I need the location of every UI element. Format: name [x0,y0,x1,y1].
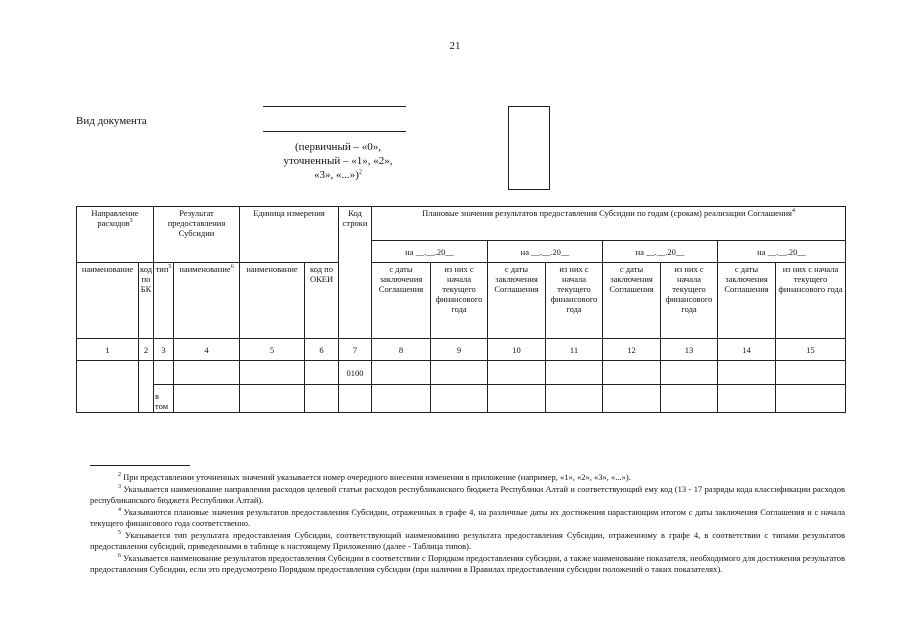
cell[interactable] [431,361,488,385]
col-num: 8 [372,339,431,361]
col-num: 12 [603,339,661,361]
doc-type-value-box[interactable] [508,106,550,190]
footnotes [90,472,845,576]
year-3[interactable]: на __.__.20__ [603,241,718,263]
cell[interactable] [488,361,546,385]
doc-type-hint-line1: (первичный – «0», [295,141,381,153]
cell[interactable] [372,361,431,385]
cell[interactable] [431,385,488,413]
cell[interactable] [661,361,718,385]
col-num: 9 [431,339,488,361]
cell[interactable] [305,385,339,413]
cell[interactable] [718,385,776,413]
doc-type-hint-line2: уточненный – «1», «2», [283,155,393,167]
col-num: 4 [174,339,240,361]
cell-incl: в том [154,385,174,413]
year-4[interactable]: на __.__.20__ [718,241,846,263]
column-numbers-row [77,339,846,361]
col-num: 10 [488,339,546,361]
col-num: 6 [305,339,339,361]
cell[interactable] [174,361,240,385]
col-num: 14 [718,339,776,361]
cell[interactable] [240,361,305,385]
doc-type-hint-text3: «3», «...») [314,169,359,181]
results-table [76,206,846,413]
doc-type-label: Вид документа [76,115,147,127]
subheader-from-date-4: с даты заключения Соглашения [718,263,776,339]
footnote: $^5$ Указывается тип результата предоставления Субсидии, соответствующий наименованию результата предоставления Субсидии, отраженному в графе 4, в соответствии с типами результатов предоставления субсидий, приведенными в таблице к настоящему Приложению (далее - Таблица типов). [90,529,845,551]
subheader-from-year-4: из них с начала текущего финансового года [776,263,846,339]
cell[interactable] [305,361,339,385]
subheader-from-date-3: с даты заключения Соглашения [603,263,661,339]
doc-type-fill-line[interactable] [263,106,406,107]
col-num: 3 [154,339,174,361]
cell[interactable] [546,361,603,385]
table-row [77,361,846,385]
col-num: 7 [339,339,372,361]
cell-type[interactable] [154,361,174,385]
header-unit: Единица измерения [240,207,339,263]
cell[interactable] [240,385,305,413]
subheader-from-date-1: с даты заключения Соглашения [372,263,431,339]
col-num: 1 [77,339,139,361]
table-row [77,385,846,413]
col-num: 2 [139,339,154,361]
year-2[interactable]: на __.__.20__ [488,241,603,263]
subheader-from-year-3: из них с начала текущего финансового года [661,263,718,339]
subheader-from-date-2: с даты заключения Соглашения [488,263,546,339]
cell[interactable] [603,361,661,385]
cell[interactable] [776,385,846,413]
header-code: Код строки [339,207,372,339]
cell[interactable] [339,385,372,413]
doc-type-hint-line3 [258,168,418,182]
col-num: 11 [546,339,603,361]
doc-type-fill-line-2[interactable] [263,131,406,132]
cell[interactable] [776,361,846,385]
cell[interactable] [718,361,776,385]
cell[interactable] [661,385,718,413]
subheader-name-result: наименование$^6$ [174,263,240,339]
cell-code-bk[interactable] [139,361,154,413]
header-result: Результат предоставления Субсидии [154,207,240,263]
footnote: $^4$ Указываются плановые значения результатов предоставления Субсидии, отраженных в графе 4, на различные даты их достижения нарастающим итогом с даты заключения Соглашения и с начала текущего финансового года соответственно. [90,506,845,528]
subheader-from-year-2: из них с начала текущего финансового года [546,263,603,339]
subheader-type: тип$^5$ [154,263,174,339]
doc-type-hint [258,140,418,182]
cell[interactable] [174,385,240,413]
footnote: $^2$ При представлении уточненных значений указывается номер очередного внесения изменения в приложение (например, «1», «2», «3», «...»). [118,472,631,482]
cell[interactable] [488,385,546,413]
cell[interactable] [372,385,431,413]
footnote: $^3$ Указывается наименование направления расходов целевой статьи расходов республиканского бюджета Республики Алтай и соответствующий ему код (13 - 17 разряды кода классификации расходов республиканского бюджета Республики Алтай). [90,483,845,505]
page-number: 21 [449,40,461,52]
year-1[interactable]: на __.__.20__ [372,241,488,263]
footnote-ref: 2 [358,169,362,176]
header-direction: Направление расходов$^3$ [77,207,154,263]
cell[interactable] [603,385,661,413]
col-num: 13 [661,339,718,361]
cell[interactable] [546,385,603,413]
subheader-code-bk: код по БК [139,263,154,339]
subheader-name-unit: наименование [240,263,305,339]
footnote-separator [90,465,190,466]
cell-row-code: 0100 [339,361,372,385]
footnote: $^6$ Указывается наименование результатов предоставления Субсидии в соответствии с Порядком предоставления субсидии, а также наименование показателя, необходимого для достижения результатов предоставления Субсидии, если это предусмотрено Порядком предоставления субсидии (при наличии в Правилах предоставления субсидии положений о таких показателях). [90,552,846,574]
cell-name-direction[interactable] [77,361,139,413]
col-num: 5 [240,339,305,361]
col-num: 15 [776,339,846,361]
subheader-from-year-1: из них с начала текущего финансового года [431,263,488,339]
header-planned: Плановые значения результатов предоставления Субсидии по годам (срокам) реализации Соглашения$^4$ [372,207,846,241]
subheader-code-okei: код по ОКЕИ [305,263,339,339]
subheader-name-direction: наименование [77,263,139,339]
